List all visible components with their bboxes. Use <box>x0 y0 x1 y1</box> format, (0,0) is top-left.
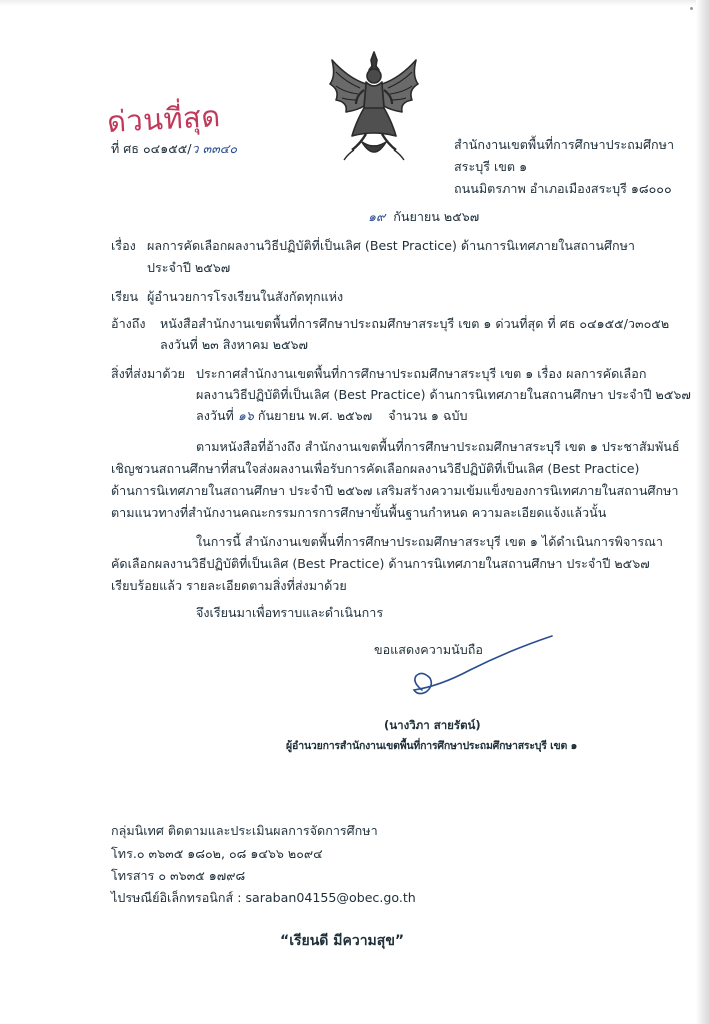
body-para1-line-1: ตามหนังสือที่อ้างถึง สำนักงานเขตพื้นที่การศึกษาประถมศึกษาสระบุรี เขต ๑ ประชาสัมพันธ์ <box>196 439 680 454</box>
recipient-label: เรียน <box>111 289 139 304</box>
subject-line-2: ประจำปี ๒๕๖๗ <box>147 260 231 275</box>
contact-phone: โทร.๐ ๓๖๓๕ ๑๘๐๒, ๐๘ ๑๔๖๖ ๒๐๙๔ <box>111 846 323 861</box>
sender-line-1: สำนักงานเขตพื้นที่การศึกษาประถมศึกษา <box>454 137 675 152</box>
scan-speck <box>690 7 693 10</box>
body-para1-line-4: ตามแนวทางที่สำนักงานคณะกรรมการการศึกษาขั้นพื้นฐานกำหนด ความละเอียดแจ้งแล้วนั้น <box>111 505 607 520</box>
contact-fax: โทรสาร ๐ ๓๖๓๕ ๑๗๙๘ <box>111 868 246 883</box>
contact-unit: กลุ่มนิเทศ ติดตามและประเมินผลการจัดการศึกษา <box>111 823 378 838</box>
subject-line-1: ผลการคัดเลือกผลงานวิธีปฏิบัติที่เป็นเลิศ (Best Practice) ด้านการนิเทศภายในสถานศึกษา <box>147 238 635 253</box>
page-edge-right <box>696 0 710 1024</box>
body-para1-line-3: ด้านการนิเทศภายในสถานศึกษา ประจำปี ๒๕๖๗ เสริมสร้างความเข้มแข็งของการนิเทศภายในสถานศึกษา <box>111 483 679 498</box>
subject-label: เรื่อง <box>111 238 136 253</box>
handwritten-signature-icon <box>400 630 565 710</box>
date-month-year: กันยายน ๒๕๖๗ <box>393 209 480 224</box>
reference-line-1: หนังสือสำนักงานเขตพื้นที่การศึกษาประถมศึกษาสระบุรี เขต ๑ ด่วนที่สุด ที่ ศธ ๐๔๑๕๕/ว๓๐๕๒ <box>160 316 670 331</box>
sender-line-2: สระบุรี เขต ๑ <box>454 159 528 174</box>
signatory-position: ผู้อำนวยการสำนักงานเขตพื้นที่การศึกษาประถมศึกษาสระบุรี เขต ๑ <box>286 740 578 752</box>
garuda-emblem-icon <box>326 50 422 162</box>
body-para2-line-3: เรียบร้อยแล้ว รายละเอียดตามสิ่งที่ส่งมาด้วย <box>111 578 347 593</box>
closing-phrase: ขอแสดงความนับถือ <box>374 642 483 657</box>
contact-email: ไปรษณีย์อิเล็กทรอนิกส์ : saraban04155@obec.go.th <box>111 890 416 905</box>
enclosure-line-2: ผลงานวิธีปฏิบัติที่เป็นเลิศ (Best Practice) ด้านการนิเทศภายในสถานศึกษา ประจำปี ๒๕๖๗ <box>196 387 691 402</box>
body-para3: จึงเรียนมาเพื่อทราบและดำเนินการ <box>196 605 384 620</box>
body-para2-line-2: คัดเลือกผลงานวิธีปฏิบัติที่เป็นเลิศ (Best Practice) ด้านการนิเทศภายในสถานศึกษา ประจำปี ๒๕๖๗ <box>111 556 650 571</box>
body-para2-line-1: ในการนี้ สำนักงานเขตพื้นที่การศึกษาประถมศึกษาสระบุรี เขต ๑ ได้ดำเนินการพิจารณา <box>196 534 663 549</box>
reference-label: อ้างถึง <box>111 316 146 331</box>
document-number-handwritten: ว ๓๓๔๐ <box>191 141 238 156</box>
enclosure-date-day-handwritten: ๑๖ <box>237 408 254 423</box>
page-edge-top <box>0 0 710 6</box>
enclosure-count: จำนวน ๑ ฉบับ <box>388 408 468 423</box>
motto: “เรียนดี มีความสุข” <box>280 933 405 949</box>
enclosure-line-3 <box>196 408 468 424</box>
enclosure-date-prefix: ลงวันที่ <box>196 408 234 423</box>
document-number-prefix: ที่ ศธ ๐๔๑๕๕/ <box>111 141 192 156</box>
urgency-stamp: ด่วนที่สุด <box>106 99 222 139</box>
signatory-name: (นางวิภา สายรัตน์) <box>384 718 481 732</box>
enclosure-date-rest: กันยายน พ.ศ. ๒๕๖๗ <box>257 408 373 423</box>
date-day-handwritten: ๑๙ <box>368 209 386 224</box>
enclosure-line-1: ประกาศสำนักงานเขตพื้นที่การศึกษาประถมศึกษาสระบุรี เขต ๑ เรื่อง ผลการคัดเลือก <box>196 366 647 381</box>
document-number <box>111 141 237 157</box>
body-para1-line-2: เชิญชวนสถานศึกษาที่สนใจส่งผลงานเพื่อรับการคัดเลือกผลงานวิธีปฏิบัติที่เป็นเลิศ (Best Practice) <box>111 461 640 476</box>
document-date <box>368 209 479 225</box>
reference-line-2: ลงวันที่ ๒๓ สิงหาคม ๒๕๖๗ <box>160 337 309 352</box>
recipient-text: ผู้อำนวยการโรงเรียนในสังกัดทุกแห่ง <box>147 289 344 304</box>
sender-line-3: ถนนมิตรภาพ อำเภอเมืองสระบุรี ๑๘๐๐๐ <box>454 181 672 196</box>
enclosure-label: สิ่งที่ส่งมาด้วย <box>111 366 185 381</box>
